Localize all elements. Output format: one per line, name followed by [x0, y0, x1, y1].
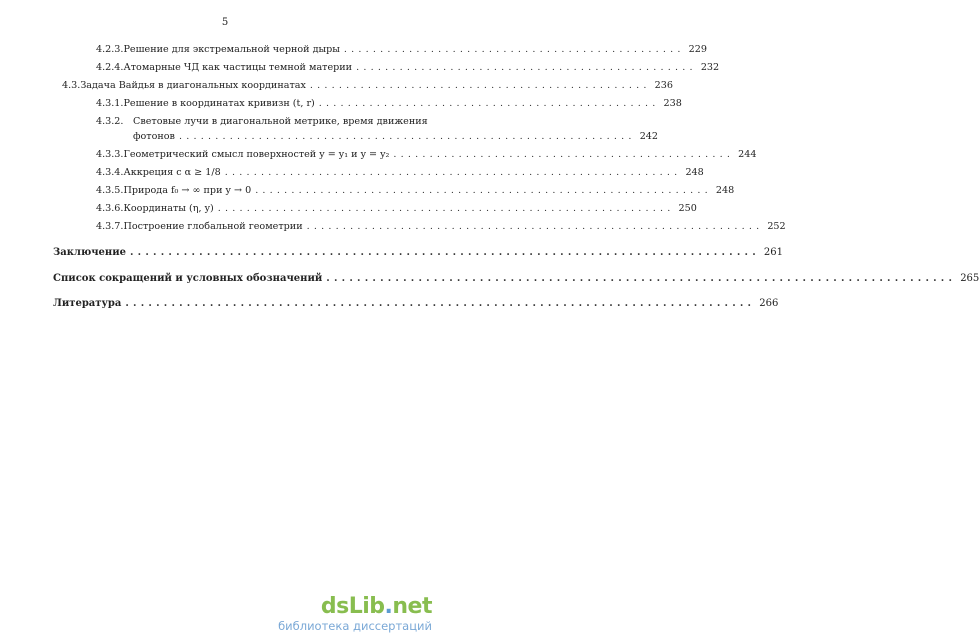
- toc-leader-dots: ...............................................................: [217, 203, 675, 214]
- toc-entry-page: 238: [663, 98, 682, 109]
- toc-leader-dots: ..................................................................................: [326, 273, 957, 284]
- toc-chapter-title: Заключение: [53, 247, 126, 258]
- toc-section-title: Задача Вайдья в диагональных координатах: [80, 80, 306, 91]
- toc-entry-number: 4.2.3.: [96, 44, 124, 55]
- toc-entry-page: 252: [767, 221, 786, 232]
- toc-entry-title: Геометрический смысл поверхностей y = y₁ и y = y₂: [123, 149, 390, 160]
- toc-chapter[interactable]: [53, 247, 783, 259]
- toc-entry[interactable]: [96, 221, 786, 233]
- toc-entry-number: 4.3.3.: [96, 149, 124, 160]
- toc-leader-dots: ...............................................: [393, 149, 735, 160]
- toc-entry-title: Решение для экстремальной черной дыры: [123, 44, 340, 55]
- toc-entry[interactable]: [96, 167, 704, 179]
- toc-entry-page: 248: [715, 185, 735, 196]
- toc-leader-dots: ...............................................: [318, 98, 660, 109]
- toc-entry-title: Природа f₀ → ∞ при y → 0: [123, 185, 252, 196]
- toc-section-page: 236: [654, 80, 673, 91]
- toc-chapter-title: Список сокращений и условных обозначений: [53, 273, 323, 284]
- toc-entry[interactable]: [96, 98, 682, 110]
- toc-entry[interactable]: [96, 116, 428, 128]
- toc-entry-title: Атомарные ЧД как частицы темной материи: [123, 62, 353, 73]
- toc-entry-number: 4.3.6.: [96, 203, 124, 214]
- toc-entry-title: Координаты (η, y): [123, 203, 214, 214]
- toc-leader-dots: ..................................................................................: [125, 298, 756, 309]
- toc-leader-dots: ...............................................................: [306, 221, 764, 232]
- toc-entry-page: 232: [700, 62, 720, 73]
- toc-entry-page: 250: [678, 203, 697, 214]
- toc-entry-title: Световые лучи в диагональной метрике, время движения: [133, 116, 428, 127]
- toc-chapter[interactable]: [53, 273, 979, 285]
- watermark: [278, 596, 432, 633]
- toc-entry[interactable]: [96, 44, 707, 56]
- toc-leader-dots: ...............................................: [309, 80, 651, 91]
- toc-entry-title-continued: фотонов: [133, 131, 175, 142]
- toc-entry-page: 244: [738, 149, 757, 160]
- toc-entry-number: 4.3.7.: [96, 221, 124, 232]
- toc-section[interactable]: [62, 80, 673, 92]
- toc-entry[interactable]: [96, 185, 735, 197]
- toc-leader-dots: ...............................................: [356, 62, 697, 73]
- toc-entry-number: 4.3.5.: [96, 185, 124, 196]
- toc-chapter-page: 261: [763, 247, 783, 258]
- page-number: 5: [221, 17, 229, 28]
- toc-leader-dots: ...............................................................: [255, 185, 712, 196]
- toc-entry-page: 229: [688, 44, 707, 55]
- watermark-logo: dsLib.net: [320, 594, 432, 619]
- toc-entry-number: 4.3.4.: [96, 167, 124, 178]
- toc-entry-number: 4.2.4.: [96, 62, 124, 73]
- toc-entry[interactable]: [96, 203, 697, 215]
- toc-chapter-page: 266: [759, 298, 779, 309]
- toc-section-number: 4.3.: [62, 80, 81, 91]
- toc-entry-page: 242: [639, 131, 658, 142]
- toc-leader-dots: ...............................................................: [178, 131, 636, 142]
- toc-leader-dots: ...............................................................: [224, 167, 682, 178]
- toc-leader-dots: ..................................................................................: [130, 247, 760, 258]
- toc-leader-dots: ...............................................: [343, 44, 685, 55]
- toc-entry-page: 248: [685, 167, 704, 178]
- toc-entry-title: Решение в координатах кривизн (t, r): [123, 98, 315, 109]
- toc-entry-number: 4.3.2.: [96, 116, 124, 127]
- toc-chapter-title: Литература: [53, 298, 122, 309]
- toc-entry[interactable]: [96, 62, 720, 74]
- toc-entry-number: 4.3.1.: [96, 98, 124, 109]
- toc-chapter[interactable]: [53, 298, 779, 310]
- toc-entry-title: Построение глобальной геометрии: [123, 221, 303, 232]
- watermark-subtitle: библиотека диссертаций: [278, 619, 432, 633]
- toc-chapter-page: 265: [960, 273, 979, 284]
- toc-entry-title: Аккреция с α ≥ 1/8: [123, 167, 221, 178]
- toc-entry-continuation[interactable]: [133, 131, 658, 143]
- toc-entry[interactable]: [96, 149, 757, 161]
